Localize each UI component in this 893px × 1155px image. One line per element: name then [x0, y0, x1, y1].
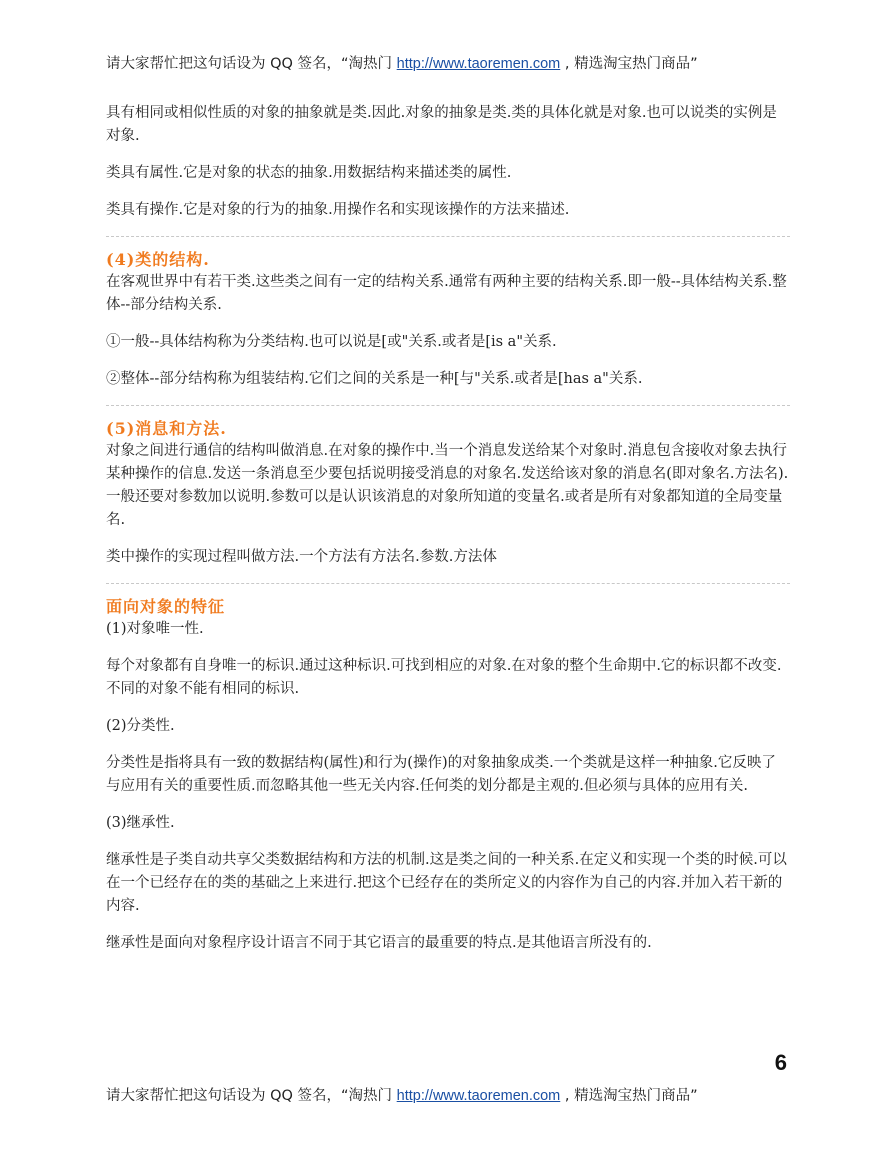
header-prefix: 请大家帮忙把这句话设为 QQ 签名，“淘热门	[106, 56, 397, 72]
section-divider	[106, 236, 790, 237]
section-paragraph: ①一般--具体结构称为分类结构.也可以说是[或"关系.或者是[is a"关系.	[106, 334, 557, 350]
header-banner	[106, 52, 698, 73]
feature-paragraph: (3)继承性.	[106, 815, 175, 831]
section-paragraph: 在客观世界中有若干类.这些类之间有一定的结构关系.通常有两种主要的结构关系.即一般--具体结构关系.整体--部分结构关系.	[106, 274, 787, 313]
header-suffix: , 精选淘宝热门商品”	[560, 56, 698, 72]
section-heading-messages-methods: (5)消息和方法.	[106, 419, 227, 438]
header-link[interactable]: http://www.taoremen.com	[396, 56, 561, 72]
page-number: 6	[774, 1050, 787, 1075]
footer-banner	[106, 1084, 698, 1105]
feature-paragraph: 继承性是子类自动共享父类数据结构和方法的机制.这是类之间的一种关系.在定义和实现一个类的时候.可以在一个已经存在的类的基础之上来进行.把这个已经存在的类所定义的内容作为自己的内容.并加入若干新的内容.	[106, 852, 787, 914]
footer-suffix: , 精选淘宝热门商品”	[560, 1088, 698, 1104]
feature-paragraph: 每个对象都有自身唯一的标识.通过这种标识.可找到相应的对象.在对象的整个生命期中.它的标识都不改变.不同的对象不能有相同的标识.	[106, 658, 782, 697]
feature-paragraph: 继承性是面向对象程序设计语言不同于其它语言的最重要的特点.是其他语言所没有的.	[106, 935, 652, 951]
feature-paragraph: (1)对象唯一性.	[106, 621, 204, 637]
section-divider	[106, 583, 790, 584]
main-content	[106, 102, 790, 955]
intro-paragraph: 类具有属性.它是对象的状态的抽象.用数据结构来描述类的属性.	[106, 165, 512, 181]
section-divider	[106, 405, 790, 406]
intro-paragraph: 具有相同或相似性质的对象的抽象就是类.因此.对象的抽象是类.类的具体化就是对象.也可以说类的实例是对象.	[106, 105, 777, 144]
intro-paragraph: 类具有操作.它是对象的行为的抽象.用操作名和实现该操作的方法来描述.	[106, 202, 570, 218]
section-heading-class-structure: (4)类的结构.	[106, 250, 210, 269]
section-paragraph: ②整体--部分结构称为组装结构.它们之间的关系是一种[与"关系.或者是[has a"关系.	[106, 371, 643, 387]
feature-paragraph: 分类性是指将具有一致的数据结构(属性)和行为(操作)的对象抽象成类.一个类就是这样一种抽象.它反映了与应用有关的重要性质.而忽略其他一些无关内容.任何类的划分都是主观的.但必须与具体的应用有关.	[106, 755, 776, 794]
section-paragraph: 类中操作的实现过程叫做方法.一个方法有方法名.参数.方法体	[106, 549, 497, 565]
section-paragraph: 对象之间进行通信的结构叫做消息.在对象的操作中.当一个消息发送给某个对象时.消息包含接收对象去执行某种操作的信息.发送一条消息至少要包括说明接受消息的对象名.发送给该对象的消息名(即对象名.方法名).一般还要对参数加以说明.参数可以是认识该消息的对象所知道的变量名.或者是所有对象都知道的全局变量名.	[106, 443, 789, 528]
feature-paragraph: (2)分类性.	[106, 718, 175, 734]
section-heading-oo-features: 面向对象的特征	[106, 597, 226, 616]
footer-link[interactable]: http://www.taoremen.com	[396, 1088, 561, 1104]
footer-prefix: 请大家帮忙把这句话设为 QQ 签名，“淘热门	[106, 1088, 397, 1104]
